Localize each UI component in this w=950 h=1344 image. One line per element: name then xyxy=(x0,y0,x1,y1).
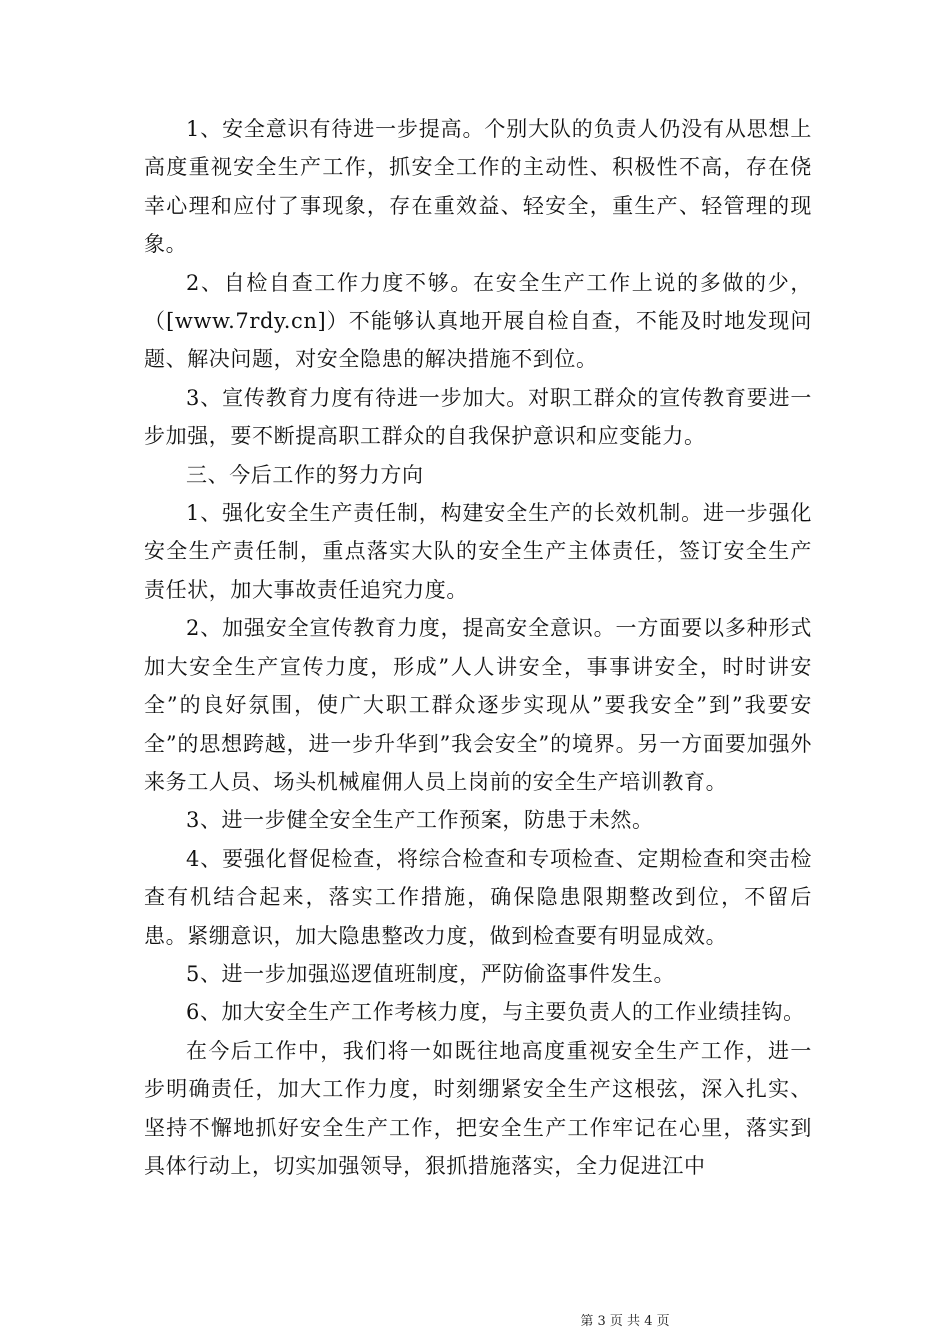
paragraph-issue-1: 1、安全意识有待进一步提高。个别大队的负责人仍没有从思想上高度重视安全生产工作，抓安全工作的主动性、积极性不高，存在侥幸心理和应付了事现象，存在重效益、轻安全，重生产、轻管理的现象。 xyxy=(144,117,812,257)
paragraph-conclusion: 在今后工作中，我们将一如既往地高度重视安全生产工作，进一步明确责任，加大工作力度，时刻绷紧安全生产这根弦，深入扎实、坚持不懈地抓好安全生产工作，把安全生产工作牢记在心里，落实到具体行动上，切实加强领导，狠抓措施落实，全力促进江中 xyxy=(144,1038,812,1178)
paragraph-direction-3: 3、进一步健全安全生产工作预案，防患于未然。 xyxy=(186,808,654,833)
paragraph-direction-6: 6、加大安全生产工作考核力度，与主要负责人的工作业绩挂钩。 xyxy=(186,1000,805,1025)
paragraph-direction-2: 2、加强安全宣传教育力度，提高安全意识。一方面要以多种形式加大安全生产宣传力度，形成”人人讲安全，事事讲安全，时时讲安全”的良好氛围，使广大职工群众逐步实现从”要我安全”到”我要安全”的思想跨越，进一步升华到”我会安全”的境界。另一方面要加强外来务工人员、场头机械雇佣人员上岗前的安全生产培训教育。 xyxy=(144,616,812,794)
paragraph-issue-3: 3、宣传教育力度有待进一步加大。对职工群众的宣传教育要进一步加强，要不断提高职工群众的自我保护意识和应变能力。 xyxy=(144,385,812,449)
page-footer xyxy=(0,1310,950,1329)
paragraph-issue-2: 2、自检自查工作力度不够。在安全生产工作上说的多做的少，（[www.7rdy.cn]）不能够认真地开展自检自查，不能及时地发现问题、解决问题，对安全隐患的解决措施不到位。 xyxy=(144,270,812,372)
paragraph-direction-4: 4、要强化督促检查，将综合检查和专项检查、定期检查和突击检查有机结合起来，落实工作措施，确保隐患限期整改到位，不留后患。紧绷意识，加大隐患整改力度，做到检查要有明显成效。 xyxy=(144,846,812,948)
section-heading-direction: 三、今后工作的努力方向 xyxy=(186,462,424,487)
paragraph-direction-1: 1、强化安全生产责任制，构建安全生产的长效机制。进一步强化安全生产责任制，重点落实大队的安全生产主体责任，签订安全生产责任状，加大事故责任追究力度。 xyxy=(144,501,812,602)
document-body xyxy=(144,110,812,1185)
paragraph-direction-5: 5、进一步加强巡逻值班制度，严防偷盗事件发生。 xyxy=(186,961,676,986)
page-number-label: 第 3 页 共 4 页 xyxy=(580,1314,670,1329)
